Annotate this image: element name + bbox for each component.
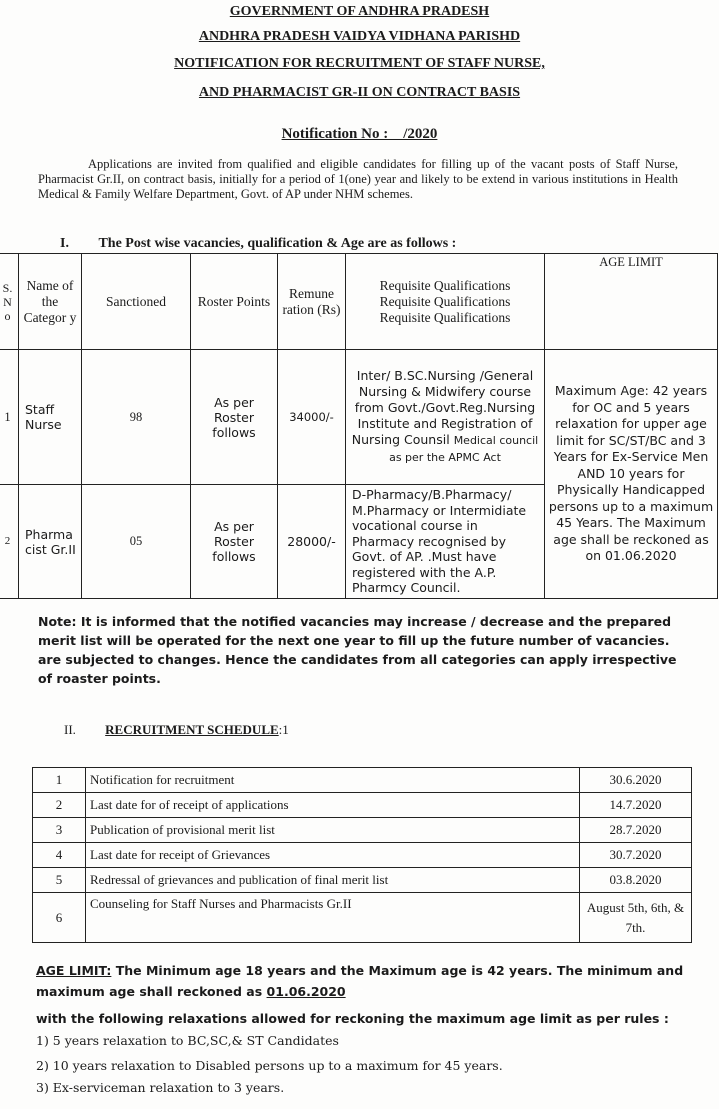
table-row: [33, 793, 692, 818]
notification-number: Notification No : /2020: [281, 126, 438, 142]
col-name-header: Name of the Categor y: [19, 254, 82, 350]
qual-header-3: Requisite Qualifications: [379, 309, 511, 325]
schedule-table: [32, 767, 692, 943]
schedule-1-date: 30.6.2020: [580, 768, 692, 793]
row-2-name: Pharma cist Gr.II: [19, 485, 82, 599]
table-row: [33, 868, 692, 893]
table-row: [33, 893, 692, 943]
section-2-heading: [64, 722, 289, 738]
schedule-6-no: 6: [33, 893, 86, 943]
header-line-4: AND PHARMACIST GR-II ON CONTRACT BASIS: [198, 85, 521, 100]
section-2-number: II.: [64, 722, 76, 737]
schedule-1-event: Notification for recruitment: [86, 768, 580, 793]
qual-header-2: Requisite Qualifications: [379, 293, 511, 309]
schedule-3-date: 28.7.2020: [580, 818, 692, 843]
schedule-3-no: 3: [33, 818, 86, 843]
schedule-5-no: 5: [33, 868, 86, 893]
section-1-title: The Post wise vacancies, qualification & Age are as follows :: [98, 236, 457, 251]
schedule-2-no: 2: [33, 793, 86, 818]
row-1-qualification-note: Medical council as per the APMC Act: [389, 434, 539, 464]
vacancy-table: [0, 253, 718, 599]
header-line-3: NOTIFICATION FOR RECRUITMENT OF STAFF NURSE,: [174, 56, 545, 71]
vacancy-table-header: [0, 254, 718, 350]
row-1-qualification: [346, 350, 545, 485]
row-1-remuneration: 34000/-: [278, 350, 346, 485]
row-1-name: Staff Nurse: [19, 350, 82, 485]
relaxation-item-1: 1) 5 years relaxation to BC,SC,& ST Candidates: [36, 1033, 339, 1048]
age-limit-date: 01.06.2020: [266, 984, 346, 999]
table-row: [0, 350, 718, 485]
relaxation-intro: with the following relaxations allowed for reckoning the maximum age limit as per rules :: [36, 1011, 669, 1026]
row-2-remuneration: 28000/-: [278, 485, 346, 599]
row-2-sno: 2: [0, 485, 19, 599]
col-sno-header: S. N o: [0, 254, 19, 350]
col-age-header: AGE LIMIT: [545, 254, 718, 350]
schedule-2-event: Last date for of receipt of applications: [86, 793, 580, 818]
schedule-6-date: August 5th, 6th, & 7th.: [580, 893, 692, 943]
col-sanctioned-header: Sanctioned: [82, 254, 191, 350]
col-roster-header: Roster Points: [191, 254, 278, 350]
col-qualification-header: [346, 254, 545, 350]
row-1-qualification-main: Inter/ B.SC.Nursing /General Nursing & Midwifery course from Govt./Govt.Reg.Nursing Institute and Registration of Nursing Counsil: [351, 368, 536, 447]
schedule-4-event: Last date for receipt of Grievances: [86, 843, 580, 868]
schedule-3-event: Publication of provisional merit list: [86, 818, 580, 843]
row-2-roster: As per Roster follows: [191, 485, 278, 599]
section-1-number: I.: [60, 236, 69, 251]
schedule-6-event: Counseling for Staff Nurses and Pharmacists Gr.II: [86, 893, 580, 943]
col-remuneration-header: Remune ration (Rs): [278, 254, 346, 350]
qual-header-1: Requisite Qualifications: [379, 277, 511, 293]
section-2-title: RECRUITMENT SCHEDULE: [105, 722, 279, 737]
note-paragraph: Note: It is informed that the notified vacancies may increase / decrease and the prepared merit list will be operated for the next one year to fill up the future number of vacancies. are subjected to changes. Hence the candidates from all categories can apply irrespective of roaster points.: [38, 614, 677, 686]
section-2-suffix: :1: [278, 722, 289, 737]
schedule-4-no: 4: [33, 843, 86, 868]
schedule-2-date: 14.7.2020: [580, 793, 692, 818]
relaxation-item-3: 3) Ex-serviceman relaxation to 3 years.: [36, 1080, 285, 1095]
table-row: [33, 818, 692, 843]
schedule-5-event: Redressal of grievances and publication of final merit list: [86, 868, 580, 893]
table-row: [33, 843, 692, 868]
age-limit-text: The Minimum age 18 years and the Maximum age is 42 years. The minimum and maximum age shall reckoned as: [36, 963, 684, 999]
schedule-4-date: 30.7.2020: [580, 843, 692, 868]
row-1-roster: As per Roster follows: [191, 350, 278, 485]
age-limit-paragraph: [36, 960, 686, 1002]
row-1-sno: 1: [0, 350, 19, 485]
row-2-sanctioned: 05: [82, 485, 191, 599]
schedule-1-no: 1: [33, 768, 86, 793]
row-1-sanctioned: 98: [82, 350, 191, 485]
schedule-5-date: 03.8.2020: [580, 868, 692, 893]
relaxation-item-2: 2) 10 years relaxation to Disabled persons up to a maximum for 45 years.: [36, 1058, 503, 1073]
intro-paragraph: Applications are invited from qualified and eligible candidates for filling up of the vacant posts of Staff Nurse, Pharmacist Gr.II, on contract basis, initially for a period of 1(one) year and likely to be extend in various institutions in Health Medical & Family Welfare Department, Govt. of AP under NHM schemes.: [38, 157, 678, 201]
header-line-1: GOVERNMENT OF ANDHRA PRADESH: [229, 4, 490, 19]
age-limit-label: AGE LIMIT:: [36, 963, 112, 978]
table-row: [33, 768, 692, 793]
row-2-qualification: D-Pharmacy/B.Pharmacy/ M.Pharmacy or Intermidiate vocational course in Pharmacy recognised by Govt. of AP. .Must have registered with the A.P. Pharmcy Council.: [346, 485, 545, 599]
header-line-2: ANDHRA PRADESH VAIDYA VIDHANA PARISHD: [198, 29, 521, 44]
age-limit-cell: Maximum Age: 42 years for OC and 5 years relaxation for upper age limit for SC/ST/BC and 3 Years for Ex-Service Men AND 10 years for Physically Handicapped persons up to a maximum 45 Years. The Maximum age shall be reckoned as on 01.06.2020: [545, 350, 718, 599]
section-1-heading: [60, 236, 456, 252]
